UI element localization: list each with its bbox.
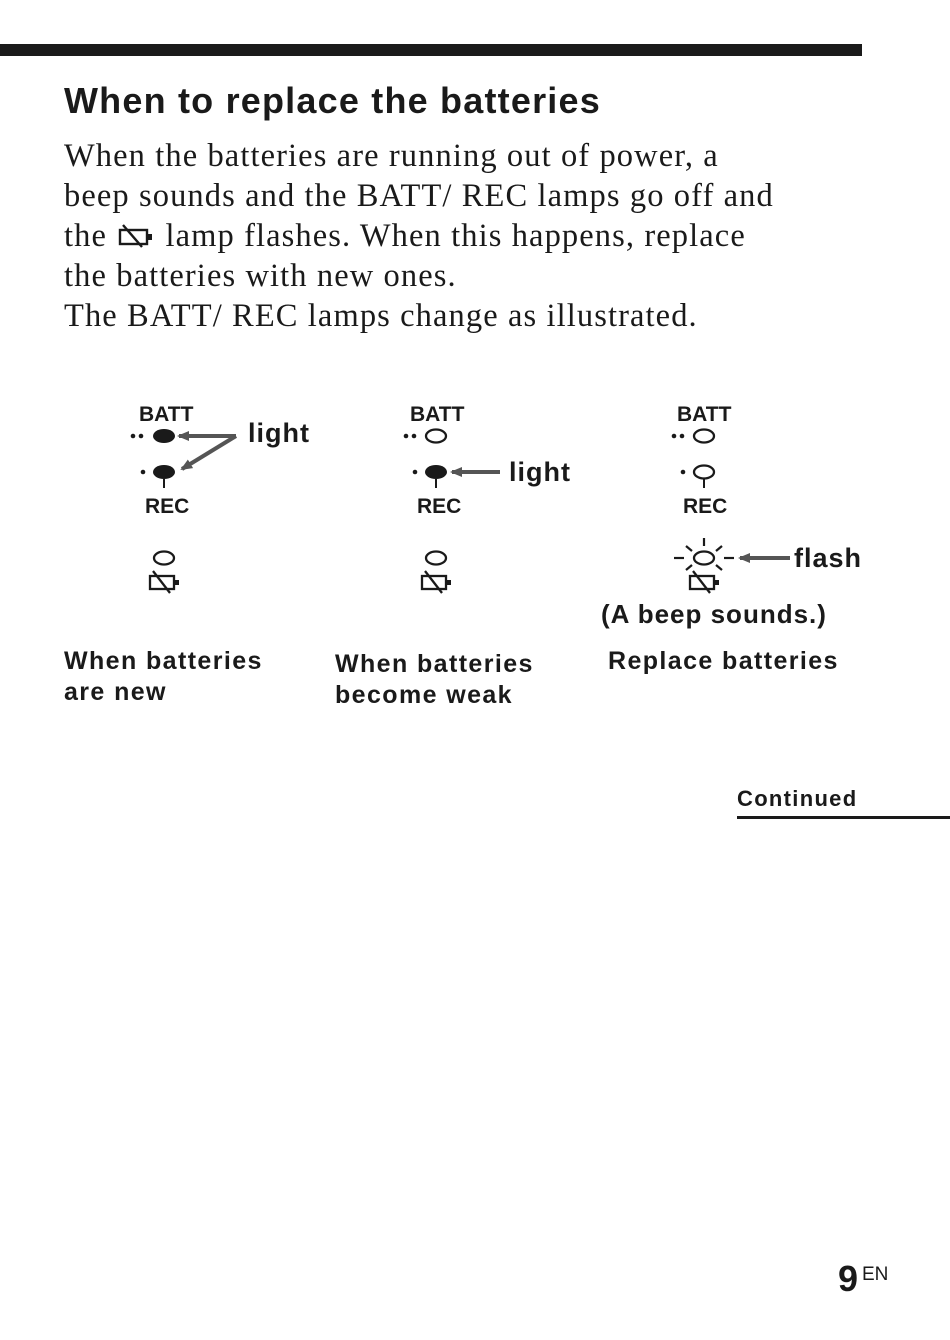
- caption-line: become weak: [335, 681, 513, 709]
- annotation-light: light: [509, 457, 571, 487]
- caption-new: [64, 646, 263, 708]
- panel-replace: [601, 403, 862, 629]
- caption-line: When batteries: [335, 650, 534, 678]
- continued-label: Continued: [737, 786, 858, 811]
- batt-label: BATT: [677, 403, 732, 426]
- body-line-after-icon: lamp flashes. When this happens, replace: [165, 218, 746, 254]
- battery-empty-icon: [116, 223, 156, 249]
- battery-lamp-flashing: [694, 552, 714, 565]
- batt-lamp-lit: [153, 429, 175, 443]
- batt-label: BATT: [410, 403, 465, 426]
- caption-line: Replace batteries: [608, 647, 839, 675]
- body-line: When the batteries are running out of power, a: [64, 138, 719, 174]
- panel-new: [131, 403, 310, 593]
- rec-lamp-lit: [425, 465, 447, 479]
- dot: [131, 434, 136, 439]
- beep-note: (A beep sounds.): [601, 599, 827, 629]
- body-line: [64, 216, 884, 256]
- body-line: the batteries with new ones.: [64, 258, 457, 294]
- panel-weak: [404, 403, 571, 593]
- caption-line: are new: [64, 678, 167, 706]
- dot: [413, 470, 418, 475]
- dot: [672, 434, 677, 439]
- batt-lamp-off: [694, 430, 714, 443]
- battery-empty-icon: [690, 571, 719, 593]
- rec-label: REC: [417, 495, 462, 518]
- caption-line: When batteries: [64, 647, 263, 675]
- dot: [681, 470, 686, 475]
- battery-empty-icon: [422, 571, 451, 593]
- annotation-flash: flash: [794, 543, 863, 573]
- body-line: beep sounds and the BATT/ REC lamps go off and: [64, 178, 774, 214]
- arrow: [182, 436, 236, 469]
- batt-label: BATT: [139, 403, 194, 426]
- battery-empty-icon: [150, 571, 179, 593]
- body-line: The BATT/ REC lamps change as illustrated.: [64, 298, 698, 334]
- batt-lamp-off: [426, 430, 446, 443]
- dot: [680, 434, 685, 439]
- continued-rule: [737, 816, 950, 819]
- body-text: [64, 136, 884, 336]
- battery-lamp: [426, 552, 446, 565]
- top-rule: [0, 44, 862, 56]
- lamp-diagram: [0, 380, 950, 650]
- battery-lamp: [154, 552, 174, 565]
- dot: [141, 470, 146, 475]
- rec-label: REC: [683, 495, 728, 518]
- rec-lamp-off: [694, 466, 714, 479]
- rec-lamp-lit: [153, 465, 175, 479]
- dot: [139, 434, 144, 439]
- dot: [404, 434, 409, 439]
- page-number: 9: [838, 1258, 859, 1299]
- body-line-before-icon: the: [64, 218, 108, 254]
- annotation-light: light: [248, 418, 310, 448]
- page-heading: When to replace the batteries: [64, 80, 601, 121]
- page-language: EN: [862, 1264, 889, 1285]
- dot: [412, 434, 417, 439]
- caption-replace: [608, 646, 839, 677]
- caption-weak: [335, 649, 534, 711]
- rec-label: REC: [145, 495, 190, 518]
